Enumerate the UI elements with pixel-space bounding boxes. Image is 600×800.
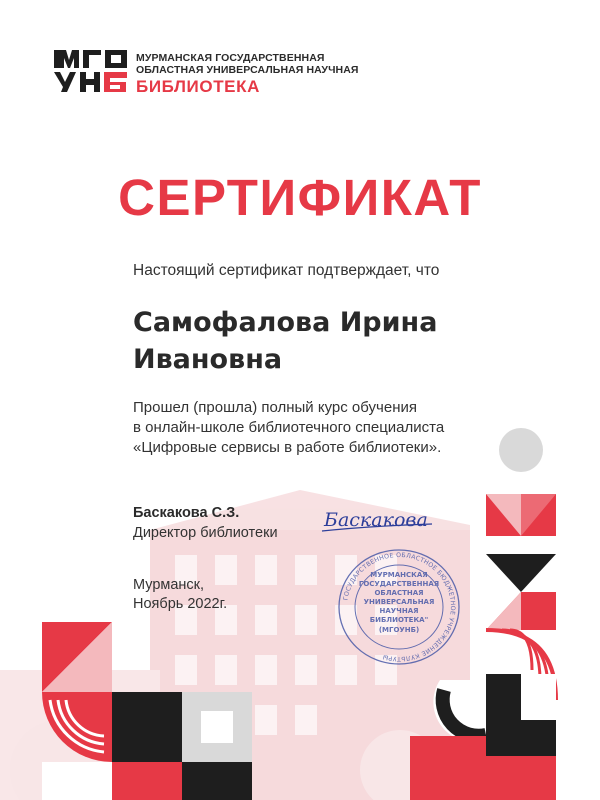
stamp-line-1: МУРМАНСКАЯ xyxy=(370,571,428,579)
course-text-line-2: в онлайн-школе библиотечного специалиста xyxy=(133,419,445,436)
signature-text: Баскакова xyxy=(324,509,428,531)
city: Мурманск, xyxy=(133,577,205,593)
course-text-line-3: «Цифровые сервисы в работе библиотеки». xyxy=(133,439,442,456)
library-logo xyxy=(54,48,128,94)
signature xyxy=(320,500,438,540)
signatory-name: Баскакова С.З. xyxy=(133,505,240,521)
stamp-outer-text: ГОСУДАРСТВЕННОЕ ОБЛАСТНОЕ БЮДЖЕТНОЕ УЧРЕЖДЕНИЕ КУЛЬТУРЫ xyxy=(342,551,457,663)
official-stamp xyxy=(337,548,461,666)
certificate-title: СЕРТИФИКАТ xyxy=(118,169,482,226)
recipient-name xyxy=(133,304,437,378)
org-name-line-1: МУРМАНСКАЯ ГОСУДАРСТВЕННАЯ xyxy=(136,52,325,64)
stamp-line-7: (МГОУНБ) xyxy=(378,626,420,634)
recipient-name-line-1: Самофалова Ирина xyxy=(133,307,438,338)
signatory-position: Директор библиотеки xyxy=(133,525,278,541)
library-building-background xyxy=(0,470,600,800)
org-name-line-2: ОБЛАСТНАЯ УНИВЕРСАЛЬНАЯ НАУЧНАЯ xyxy=(136,64,359,76)
stamp-line-5: НАУЧНАЯ xyxy=(379,607,419,615)
stamp-line-2: ГОСУДАРСТВЕННАЯ xyxy=(358,580,440,588)
stamp-line-3: ОБЛАСТНАЯ xyxy=(374,589,424,597)
course-text-line-1: Прошел (прошла) полный курс обучения xyxy=(133,399,417,416)
org-name-line-3: БИБЛИОТЕКА xyxy=(136,77,260,96)
stamp-line-4: УНИВЕРСАЛЬНАЯ xyxy=(363,598,435,606)
stamp-line-6: БИБЛИОТЕКА" xyxy=(369,616,429,624)
recipient-name-line-2: Ивановна xyxy=(133,344,283,375)
certificate-intro: Настоящий сертификат подтверждает, что xyxy=(133,262,440,279)
issue-date: Ноябрь 2022г. xyxy=(133,596,228,612)
